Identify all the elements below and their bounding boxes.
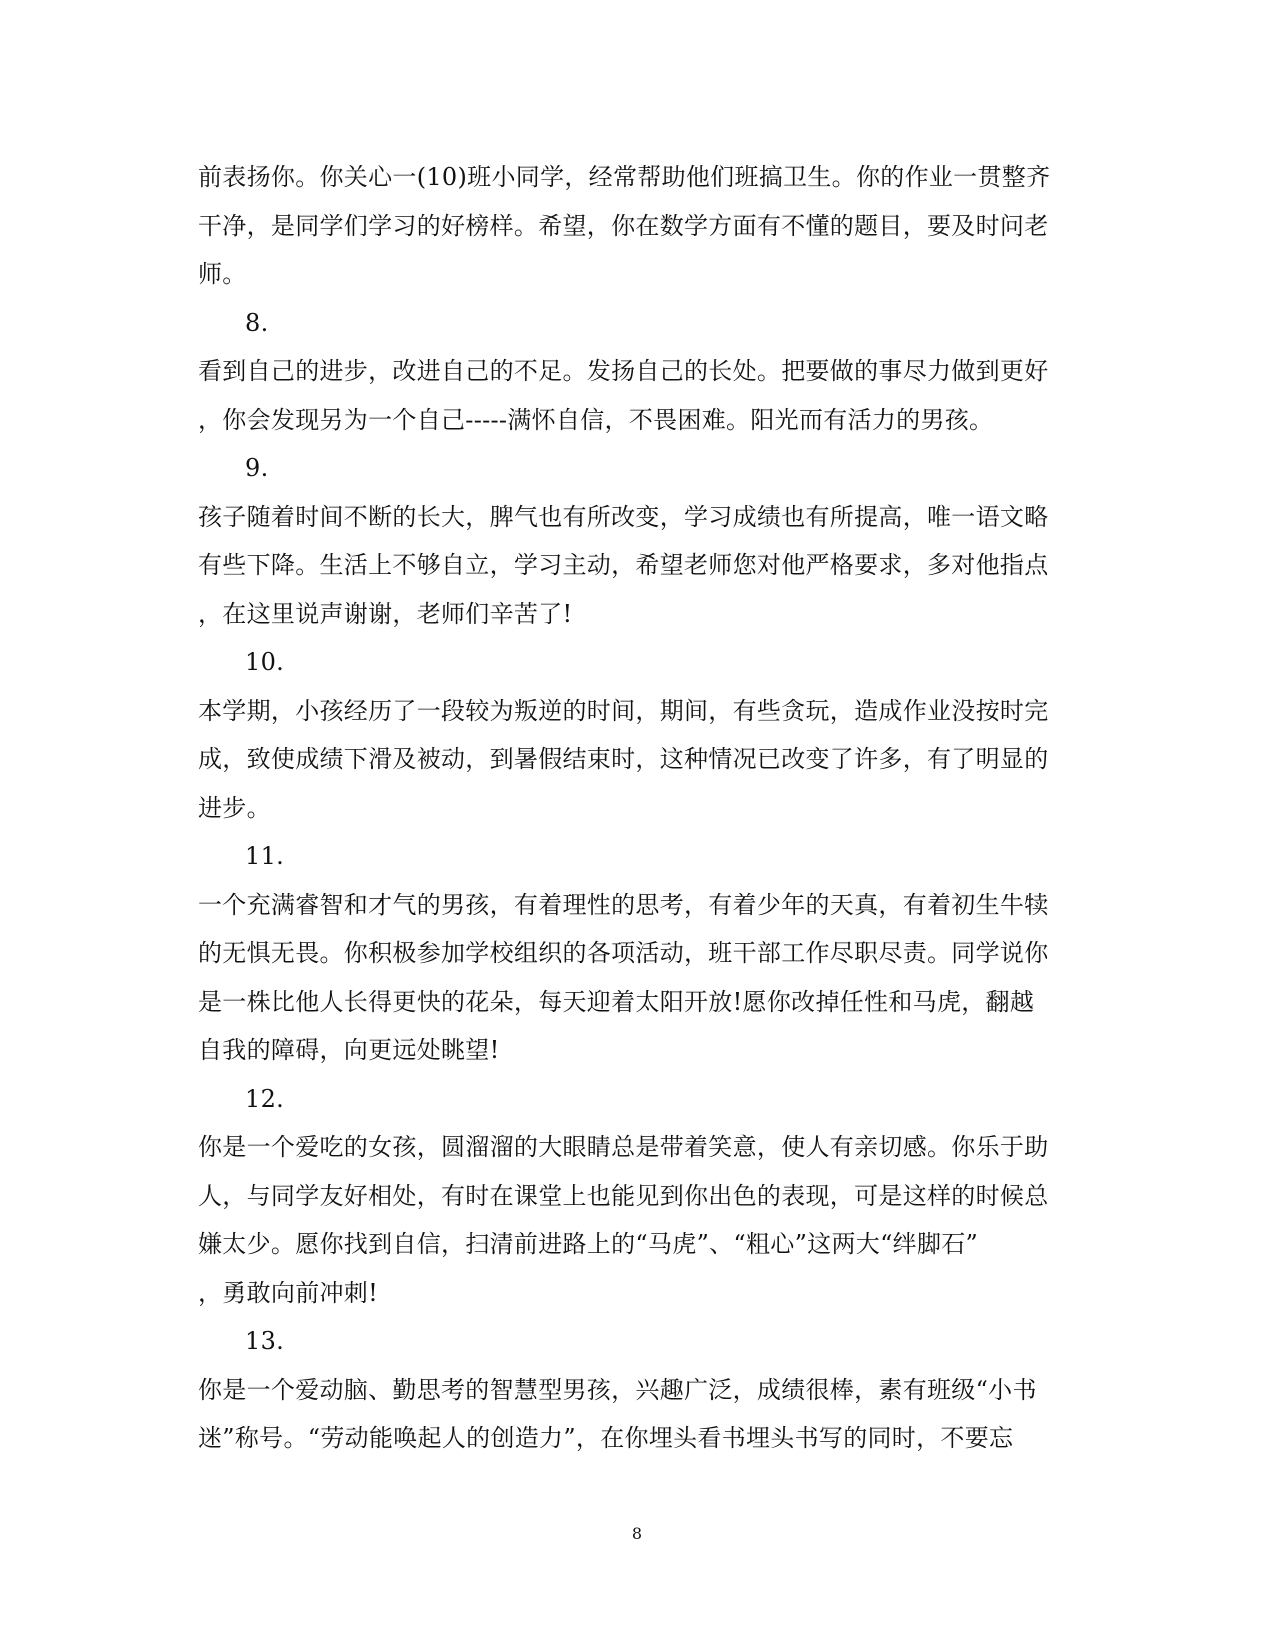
text-line: 本学期，小孩经历了一段较为叛逆的时间，期间，有些贪玩，造成作业没按时完: [198, 696, 1049, 725]
document-body: [198, 153, 1078, 1463]
text-line: ，在这里说声谢谢，老师们辛苦了!: [198, 599, 573, 628]
text-line: 前表扬你。你关心一(10)班小同学，经常帮助他们班搞卫生。你的作业一贯整齐: [198, 163, 1051, 191]
text-line: 是一株比他人长得更快的花朵，每天迎着太阳开放!愿你改掉任性和马虎，翻越: [198, 987, 1035, 1016]
item-number: 12.: [245, 1084, 285, 1113]
item-number: 8.: [245, 308, 269, 337]
text-line: 进步。: [198, 793, 271, 822]
item-number: 9.: [245, 454, 269, 482]
text-line: 嫌太少。愿你找到自信，扫清前进路上的“马虎”、“粗心”这两大“绊脚石”: [198, 1230, 979, 1258]
text-line: ，你会发现另为一个自己-----满怀自信，不畏困难。阳光而有活力的男孩。: [198, 405, 994, 434]
text-line: 师。: [198, 260, 247, 288]
text-line: 迷”称号。“劳动能唤起人的创造力”，在你埋头看书埋头书写的同时，不要忘: [198, 1424, 1014, 1452]
text-line: 孩子随着时间不断的长大，脾气也有所改变，学习成绩也有所提高，唯一语文略: [198, 502, 1049, 531]
text-line: 自我的障碍，向更远处眺望!: [198, 1036, 500, 1064]
page-number: 8: [631, 1524, 643, 1543]
text-line: 的无惧无畏。你积极参加学校组织的各项活动，班干部工作尽职尽责。同学说你: [198, 939, 1049, 967]
item-number: 13.: [245, 1327, 285, 1355]
text-line: 一个充满睿智和才气的男孩，有着理性的思考，有着少年的天真，有着初生牛犊: [198, 890, 1049, 919]
item-number: 11.: [245, 842, 285, 870]
text-line: 人，与同学友好相处，有时在课堂上也能见到你出色的表现，可是这样的时候总: [198, 1181, 1049, 1210]
text-line: 有些下降。生活上不够自立，学习主动，希望老师您对他严格要求，多对他指点: [198, 551, 1049, 579]
text-line: 干净，是同学们学习的好榜样。希望，你在数学方面有不懂的题目，要及时问老: [198, 211, 1049, 240]
text-line: 看到自己的进步，改进自己的不足。发扬自己的长处。把要做的事尽力做到更好: [198, 357, 1049, 385]
item-number: 10.: [245, 648, 285, 676]
text-line: 成，致使成绩下滑及被动，到暑假结束时，这种情况已改变了许多，有了明显的: [198, 745, 1049, 773]
text-line: ，勇敢向前冲刺!: [198, 1278, 379, 1307]
text-line: 你是一个爱动脑、勤思考的智慧型男孩，兴趣广泛，成绩很棒，素有班级“小书: [198, 1375, 1037, 1404]
text-line: 你是一个爱吃的女孩，圆溜溜的大眼睛总是带着笑意，使人有亲切感。你乐于助: [198, 1133, 1049, 1161]
